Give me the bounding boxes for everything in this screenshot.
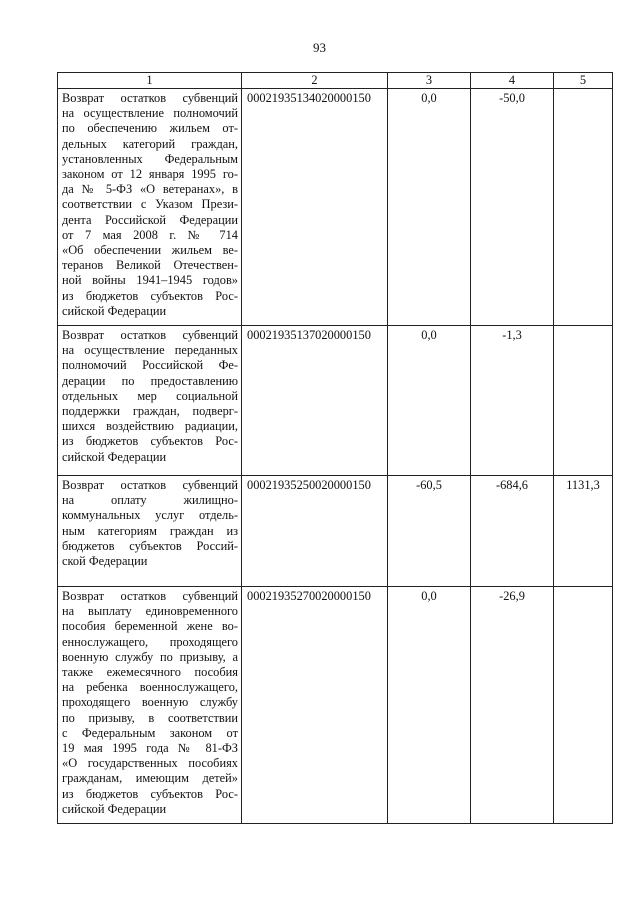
budget-table (57, 72, 613, 824)
description-line: пособия беременной жене во- (62, 619, 238, 634)
description-line: на выплату единовременного (62, 604, 238, 619)
value-col-5 (554, 89, 613, 326)
description-line: ской Федерации (62, 554, 148, 569)
description-line: с Федеральным законом от (62, 725, 238, 740)
description-line: Возврат остатков субвенций (62, 589, 238, 604)
budget-code: 00021935270020000150 (242, 587, 388, 824)
description-line: еннослужащего, проходящего (62, 634, 238, 649)
description-line: от 7 мая 2008 г. № 714 (62, 227, 238, 242)
table-header-row (58, 73, 613, 89)
description-line: дерации по предоставлению (62, 373, 238, 388)
value-col-4: -1,3 (471, 326, 554, 476)
description-line: дельных категорий граждан, (62, 136, 238, 151)
description-line: на оплату жилищно- (62, 493, 238, 508)
value-col-3: 0,0 (388, 326, 471, 476)
description-line: соответствии с Указом Прези- (62, 197, 238, 212)
description-line: поддержки граждан, подверг- (62, 404, 238, 419)
value-col-3: -60,5 (388, 476, 471, 587)
description-line: да № 5-ФЗ «О ветеранах», в (62, 182, 238, 197)
description-line: установленных Федеральным (62, 151, 238, 166)
table-row (58, 476, 613, 587)
description-line: на ребенка военнослужащего, (62, 680, 238, 695)
description-line: 19 мая 1995 года № 81-ФЗ (62, 741, 238, 756)
description-line: на осуществление полномочий (62, 106, 238, 121)
column-header-5: 5 (554, 73, 613, 89)
row-description (58, 476, 242, 587)
table-row (58, 326, 613, 476)
description-line: «Об обеспечении жильем ве- (62, 243, 238, 258)
table-row (58, 587, 613, 824)
description-line: по обеспечению жильем от- (62, 121, 238, 136)
description-line: Возврат остатков субвенций (62, 478, 238, 493)
column-header-4: 4 (471, 73, 554, 89)
row-description (58, 326, 242, 476)
description-line: сийской Федерации (62, 303, 167, 318)
value-col-3: 0,0 (388, 587, 471, 824)
row-description (58, 587, 242, 824)
description-line: теранов Великой Отечествен- (62, 258, 238, 273)
column-header-3: 3 (388, 73, 471, 89)
description-line: из бюджетов субъектов Рос- (62, 434, 238, 449)
budget-code: 00021935137020000150 (242, 326, 388, 476)
description-line: из бюджетов субъектов Рос- (62, 786, 238, 801)
value-col-3: 0,0 (388, 89, 471, 326)
page-number: 93 (313, 40, 326, 55)
description-line: отдельных мер социальной (62, 388, 238, 403)
description-line: законом от 12 января 1995 го- (62, 167, 238, 182)
description-line: ным категориям граждан из (62, 523, 238, 538)
description-line: полномочий Российской Фе- (62, 358, 238, 373)
budget-code: 00021935250020000150 (242, 476, 388, 587)
description-line: по призыву, в соответствии (62, 710, 238, 725)
description-line: коммунальных услуг отдель- (62, 508, 238, 523)
description-line: проходящего военную службу (62, 695, 238, 710)
value-col-5: 1131,3 (554, 476, 613, 587)
description-line: бюджетов субъектов Россий- (62, 538, 238, 553)
description-line: ной войны 1941–1945 годов» (62, 273, 238, 288)
column-header-1: 1 (58, 73, 242, 89)
description-line: дента Российской Федерации (62, 212, 238, 227)
value-col-5 (554, 587, 613, 824)
column-header-2: 2 (242, 73, 388, 89)
description-line: Возврат остатков субвенций (62, 91, 238, 105)
value-col-5 (554, 326, 613, 476)
value-col-4: -684,6 (471, 476, 554, 587)
description-line: на осуществление переданных (62, 343, 238, 358)
description-line: из бюджетов субъектов Рос- (62, 288, 238, 303)
description-line: шихся воздействию радиации, (62, 419, 238, 434)
description-line: сийской Федерации (62, 801, 167, 816)
description-line: «О государственных пособиях (62, 756, 238, 771)
value-col-4: -50,0 (471, 89, 554, 326)
row-description (58, 89, 242, 326)
table-row (58, 89, 613, 326)
description-line: сийской Федерации (62, 449, 167, 464)
budget-code: 00021935134020000150 (242, 89, 388, 326)
description-line: гражданам, имеющим детей» (62, 771, 238, 786)
description-line: военную службу по призыву, а (62, 649, 238, 664)
value-col-4: -26,9 (471, 587, 554, 824)
description-line: также ежемесячного пособия (62, 665, 238, 680)
description-line: Возврат остатков субвенций (62, 328, 238, 343)
